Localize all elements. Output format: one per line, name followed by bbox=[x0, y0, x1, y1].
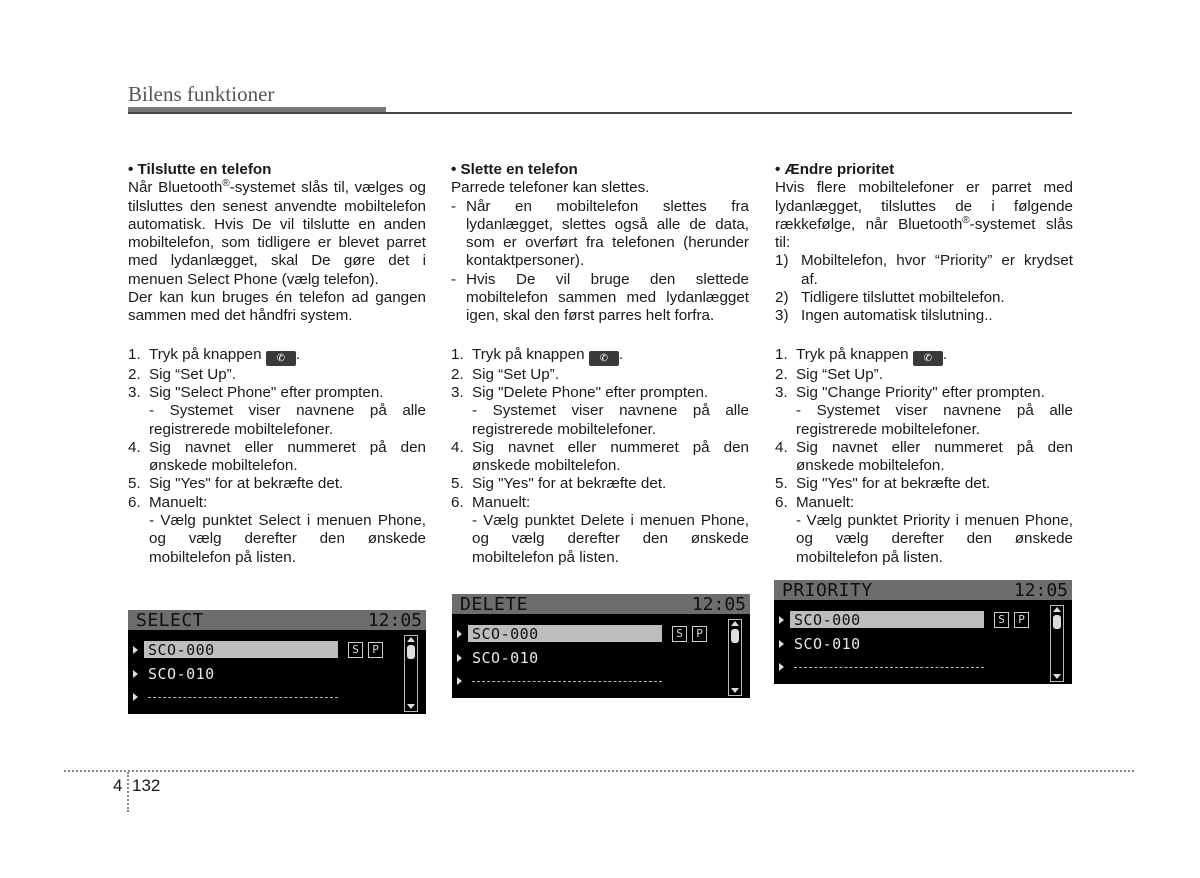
step-subnote: - Vælg punktet Delete i menuen Phone, og vælg derefter den ønskede mobiltelefon på listen. bbox=[472, 512, 749, 566]
row-arrow-icon bbox=[779, 640, 784, 648]
scroll-up-icon bbox=[407, 637, 415, 642]
section-heading: • Ændre prioritet bbox=[775, 161, 895, 178]
step-item: 3. Sig "Select Phone" efter prompten. bbox=[128, 383, 384, 401]
screen-titlebar bbox=[452, 594, 750, 614]
section-heading: • Tilslutte en telefon bbox=[128, 161, 272, 178]
scroll-thumb bbox=[1053, 615, 1061, 629]
phone-list-item-empty bbox=[128, 688, 398, 706]
phone-handset-icon: ✆ bbox=[589, 351, 619, 366]
scroll-down-icon bbox=[731, 688, 739, 693]
step-item: 6. Manuelt: bbox=[128, 493, 208, 511]
page-number: 132 bbox=[132, 776, 161, 795]
screen-delete-phone bbox=[452, 594, 750, 698]
row-arrow-icon bbox=[457, 630, 462, 638]
row-arrow-icon bbox=[457, 654, 462, 662]
phone-list-item: SCO-010 bbox=[774, 635, 1044, 653]
p-badge-icon: P bbox=[368, 642, 383, 658]
step-item: 2. Sig “Set Up”. bbox=[128, 365, 236, 383]
step-subnote: - Systemet viser navnene på alle registrerede mobiltelefoner. bbox=[149, 402, 426, 438]
section-heading: • Slette en telefon bbox=[451, 161, 578, 178]
phone-handset-icon: ✆ bbox=[913, 351, 943, 366]
step-item: 3. Sig "Change Priority" efter prompten. bbox=[775, 383, 1045, 401]
scrollbar bbox=[1050, 605, 1064, 682]
step-item: 2. Sig “Set Up”. bbox=[775, 365, 883, 383]
step-subnote: - Systemet viser navnene på alle registrerede mobiltelefoner. bbox=[796, 402, 1073, 438]
s-badge-icon: S bbox=[994, 612, 1009, 628]
phone-handset-icon: ✆ bbox=[266, 351, 296, 366]
screen-titlebar bbox=[128, 610, 426, 630]
phone-list-item: SCO-010 bbox=[452, 649, 722, 667]
s-badge-icon: S bbox=[348, 642, 363, 658]
step-item: 4. Sig navnet eller nummeret på den ønskede mobiltelefon. bbox=[775, 438, 1073, 475]
scrollbar bbox=[404, 635, 418, 712]
phone-list-item-empty bbox=[452, 672, 722, 690]
phone-list-item: SCO-010 bbox=[128, 665, 398, 683]
bullet-item: - Hvis De vil bruge den slettede mobiltelefon sammen med lydanlægget igen, skal den først parres helt forfra. bbox=[451, 270, 749, 325]
screen-clock: 12:05 bbox=[1013, 580, 1068, 601]
p-badge-icon: P bbox=[692, 626, 707, 642]
bullet-item: - Når en mobiltelefon slettes fra lydanlægget, slettes også alle de data, som er overført fra telefonen (herunder kontaktpersoner). bbox=[451, 197, 749, 270]
column-delete-phone bbox=[451, 161, 749, 567]
row-arrow-icon bbox=[133, 670, 138, 678]
step-subnote: - Vælg punktet Select i menuen Phone, og vælg derefter den ønskede mobiltelefon på listen. bbox=[149, 512, 426, 566]
screen-clock: 12:05 bbox=[691, 594, 746, 615]
step-item: 4. Sig navnet eller nummeret på den ønskede mobiltelefon. bbox=[128, 438, 426, 475]
step-item: 1. Tryk på knappen ✆ . bbox=[451, 345, 624, 364]
column-change-priority bbox=[775, 161, 1073, 567]
scroll-up-icon bbox=[1053, 607, 1061, 612]
step-item: 5. Sig "Yes" for at bekræfte det. bbox=[128, 475, 344, 493]
screen-select-phone bbox=[128, 610, 426, 714]
order-item: 2) Tidligere tilsluttet mobiltelefon. bbox=[775, 289, 1005, 307]
screen-change-priority bbox=[774, 580, 1072, 684]
order-item: 3) Ingen automatisk tilslutning.. bbox=[775, 307, 993, 325]
column-connect-phone bbox=[128, 161, 426, 567]
phone-list-item: SCO-000 S P bbox=[128, 641, 398, 659]
empty-slot-line bbox=[472, 681, 662, 682]
scroll-down-icon bbox=[1053, 674, 1061, 679]
footer-rule bbox=[64, 770, 1134, 772]
step-item: 4. Sig navnet eller nummeret på den ønskede mobiltelefon. bbox=[451, 438, 749, 475]
paragraph: Når Bluetooth®-systemet slås til, vælges og tilsluttes den senest anvendte mobiltelefon automatisk. Hvis De vil tilslutte en anden mobiltelefon, som tidligere er blevet parret med lydanlægget, skal De gøre det i menuen Select Phone (vælg telefon). bbox=[128, 178, 427, 288]
phone-list-item-empty bbox=[774, 658, 1044, 676]
p-badge-icon: P bbox=[1014, 612, 1029, 628]
row-arrow-icon bbox=[779, 663, 784, 671]
row-arrow-icon bbox=[133, 646, 138, 654]
screen-clock: 12:05 bbox=[367, 610, 422, 631]
scrollbar bbox=[728, 619, 742, 696]
step-subnote: - Vælg punktet Priority i menuen Phone, og vælg derefter den ønskede mobiltelefon på listen. bbox=[796, 512, 1073, 566]
step-item: 2. Sig “Set Up”. bbox=[451, 365, 559, 383]
step-item: 1. Tryk på knappen ✆ . bbox=[128, 345, 301, 364]
scroll-up-icon bbox=[731, 621, 739, 626]
phone-list-item: SCO-000 S P bbox=[774, 611, 1044, 629]
scroll-down-icon bbox=[407, 704, 415, 709]
step-item: 3. Sig "Delete Phone" efter prompten. bbox=[451, 383, 709, 401]
scroll-thumb bbox=[407, 645, 415, 659]
step-item: 5. Sig "Yes" for at bekræfte det. bbox=[451, 475, 667, 493]
footer-divider bbox=[127, 772, 129, 812]
screen-title: SELECT bbox=[136, 610, 205, 631]
screen-titlebar bbox=[774, 580, 1072, 600]
order-item: 1) Mobiltelefon, hvor “Priority” er krydset af. bbox=[775, 252, 1073, 288]
phone-list-item: SCO-000 S P bbox=[452, 625, 722, 643]
chapter-number: 4 bbox=[113, 776, 123, 795]
row-arrow-icon bbox=[779, 616, 784, 624]
step-subnote: - Systemet viser navnene på alle registrerede mobiltelefoner. bbox=[472, 402, 749, 438]
paragraph: Parrede telefoner kan slettes. bbox=[451, 179, 650, 197]
header-rule bbox=[128, 112, 1072, 114]
step-item: 6. Manuelt: bbox=[451, 493, 531, 511]
s-badge-icon: S bbox=[672, 626, 687, 642]
empty-slot-line bbox=[148, 697, 338, 698]
step-item: 6. Manuelt: bbox=[775, 493, 855, 511]
empty-slot-line bbox=[794, 667, 984, 668]
scroll-thumb bbox=[731, 629, 739, 643]
paragraph: Hvis flere mobiltelefoner er parret med lydanlægget, tilsluttes de i følgende rækkefølge, når Bluetooth®-systemet slås til: bbox=[775, 179, 1073, 252]
row-arrow-icon bbox=[457, 677, 462, 685]
screen-title: PRIORITY bbox=[782, 580, 873, 601]
screen-title: DELETE bbox=[460, 594, 529, 615]
step-item: 1. Tryk på knappen ✆ . bbox=[775, 345, 948, 364]
step-item: 5. Sig "Yes" for at bekræfte det. bbox=[775, 475, 991, 493]
page-header-title: Bilens funktioner bbox=[128, 82, 275, 106]
paragraph: Der kan kun bruges én telefon ad gangen sammen med det håndfri system. bbox=[128, 289, 426, 325]
row-arrow-icon bbox=[133, 693, 138, 701]
